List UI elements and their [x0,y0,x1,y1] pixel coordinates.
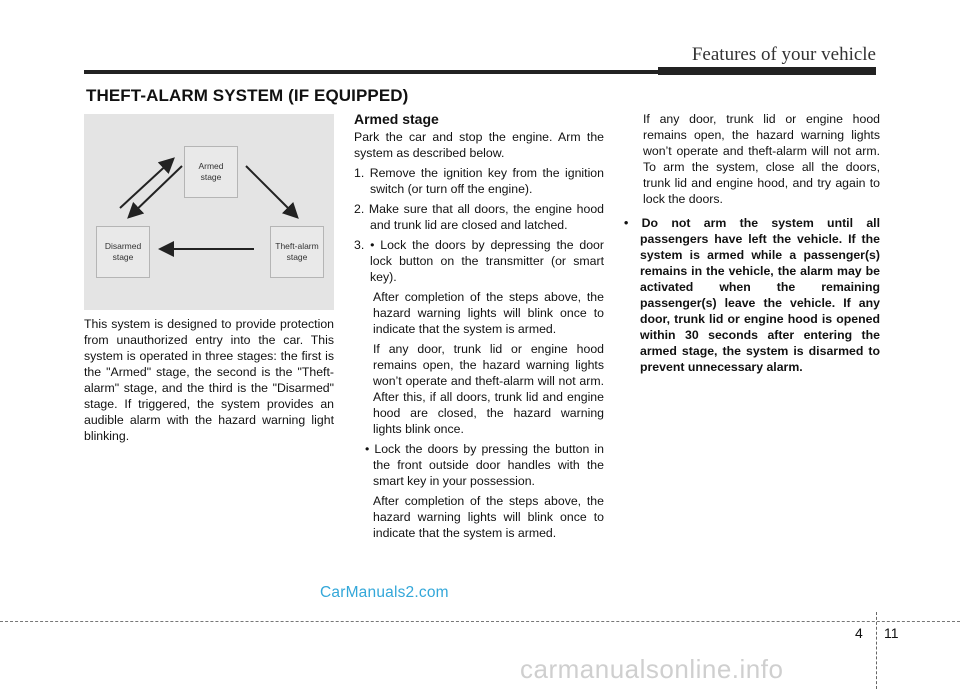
armed-stage-label-1: Armed [198,161,224,171]
header-tab [658,67,876,75]
theft-stage-label-1: Theft-alarm [275,241,319,251]
warning-bullet: • Do not arm the system until all passengers have left the vehicle. If the system is armed while a passenger(s) remains in the vehicle, the alarm may be activated when the remaining passenger(s) leave the vehicle. If any door, trunk lid or engine hood is opened within 30 seconds after entering the armed stage, the system is disarmed to prevent unnecessary alarm. [624,216,880,374]
watermark-carmanualsonline: carmanualsonline.info [520,654,784,684]
armed-stage-box [184,146,238,198]
bullet-smart-key: • Lock the doors by pressing the button in the front outside door handles with the smart key in your possession. [365,442,604,488]
armed-stage-label-2: stage [200,172,222,182]
section-number: 4 [855,625,863,641]
step-1: 1. Remove the ignition key from the ignition switch (or turn off the engine). [354,166,604,196]
disarmed-stage-label-1: Disarmed [104,241,142,251]
arrow-armed-to-theft [246,166,296,216]
step-2: 2. Make sure that all doors, the engine hood and trunk lid are closed and latched. [354,202,604,232]
watermark-carmanuals2: CarManuals2.com [320,584,449,601]
section-title: THEFT-ALARM SYSTEM (IF EQUIPPED) [86,86,409,105]
armed-stage-lead: Park the car and stop the engine. Arm the system as described below. [354,130,604,160]
armed-stage-heading: Armed stage [354,111,439,127]
diagram-arrows [84,114,334,310]
footer-divider [0,621,960,622]
page-number: 11 [884,625,899,641]
column-3 [624,111,880,375]
step-3: 3. • Lock the doors by depressing the door lock button on the transmitter (or smart key). [354,238,604,284]
intro-paragraph: This system is designed to provide protection from unauthorized entry into the car. This system is operated in three stages: the first is the "Armed" stage, the second is the "Theft-alarm" stage, and the third is the "Disarmed" stage. If triggered, the system provides an audible alarm with the hazard warning light blinking. [84,317,334,443]
step-3-if-open: If any door, trunk lid or engine hood remains open, the hazard warning lights won’t operate and theft-alarm will not arm. After this, if all doors, trunk lid and engine hood are closed, the hazard warning lights blink once. [373,342,604,436]
step-3-after: After completion of the steps above, the hazard warning lights will blink once to indicate that the system is armed. [373,290,604,336]
disarmed-stage-label-2: stage [112,252,134,262]
bullet-smart-key-after: After completion of the steps above, the hazard warning lights will blink once to indicate that the system is armed. [373,494,604,540]
column-2 [354,111,604,541]
continued-paragraph: If any door, trunk lid or engine hood remains open, the hazard warning lights won’t operate and theft-alarm will not arm. To arm the system, close all the doors, trunk lid and engine hood, and try again to lock the doors. [643,112,880,206]
stage-diagram [84,114,334,310]
column-1 [84,316,334,444]
disarmed-stage-box [96,226,150,278]
theft-stage-label-2: stage [286,252,308,262]
chapter-title: Features of your vehicle [691,44,876,65]
page-number-separator [876,612,877,689]
theft-alarm-stage-box [270,226,324,278]
